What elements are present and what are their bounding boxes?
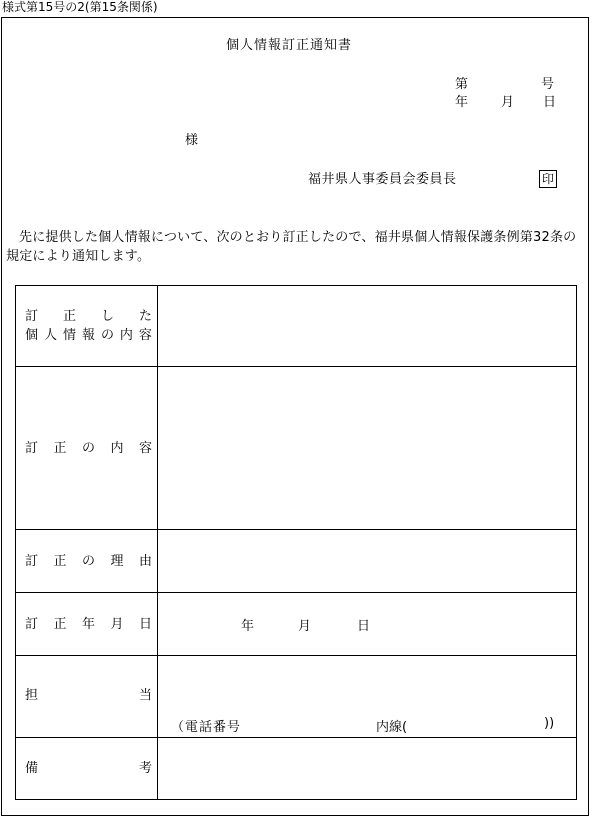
label-corrected-info — [16, 286, 158, 367]
date-month-label: 月 — [501, 95, 515, 110]
table-row — [16, 656, 577, 738]
correction-date-day: 日 — [357, 619, 371, 634]
person-in-charge-field[interactable] — [158, 656, 577, 738]
correction-date-year: 年 — [241, 619, 255, 634]
label-correction-date: 訂 正 年 月 日 — [16, 593, 158, 656]
date-day-label: 日 — [543, 95, 557, 110]
table-row — [16, 738, 577, 800]
correction-reason-field[interactable] — [158, 530, 577, 593]
table-row — [16, 286, 577, 367]
correction-date-field[interactable] — [158, 593, 577, 656]
label-remarks: 備 考 — [16, 738, 158, 800]
addressee-honorific: 様 — [185, 133, 199, 148]
table-row — [16, 530, 577, 593]
corrected-info-field[interactable] — [158, 286, 577, 367]
correction-info-table — [15, 285, 577, 800]
date-year-label: 年 — [455, 95, 469, 110]
table-row — [16, 367, 577, 530]
reference-dai: 第 — [455, 77, 469, 92]
document-title: 個人情報訂正通知書 — [226, 38, 353, 53]
extension-close: )) — [544, 716, 555, 731]
correction-content-field[interactable] — [158, 367, 577, 530]
seal-stamp: 印 — [539, 170, 557, 188]
label-line: 個 人 情 報 の 内 容 — [25, 328, 152, 343]
remarks-field[interactable] — [158, 738, 577, 800]
table-row — [16, 593, 577, 656]
label-line: 訂 正 し た — [25, 309, 152, 324]
correction-date-month: 月 — [298, 619, 312, 634]
label-correction-reason: 訂 正 の 理 由 — [16, 530, 158, 593]
phone-number-label: （電話番号 — [171, 720, 242, 735]
form-number: 様式第15号の2(第15条関係) — [2, 0, 158, 14]
extension-label: 内線( — [376, 720, 408, 735]
notice-body-text: 先に提供した個人情報について、次のとおり訂正したので、福井県個人情報保護条例第32条の規定により通知します。 — [6, 230, 577, 264]
reference-go: 号 — [541, 77, 555, 92]
label-correction-content: 訂 正 の 内 容 — [16, 367, 158, 530]
sender-name: 福井県人事委員会委員長 — [308, 172, 457, 187]
label-person-in-charge: 担 当 — [16, 656, 158, 738]
